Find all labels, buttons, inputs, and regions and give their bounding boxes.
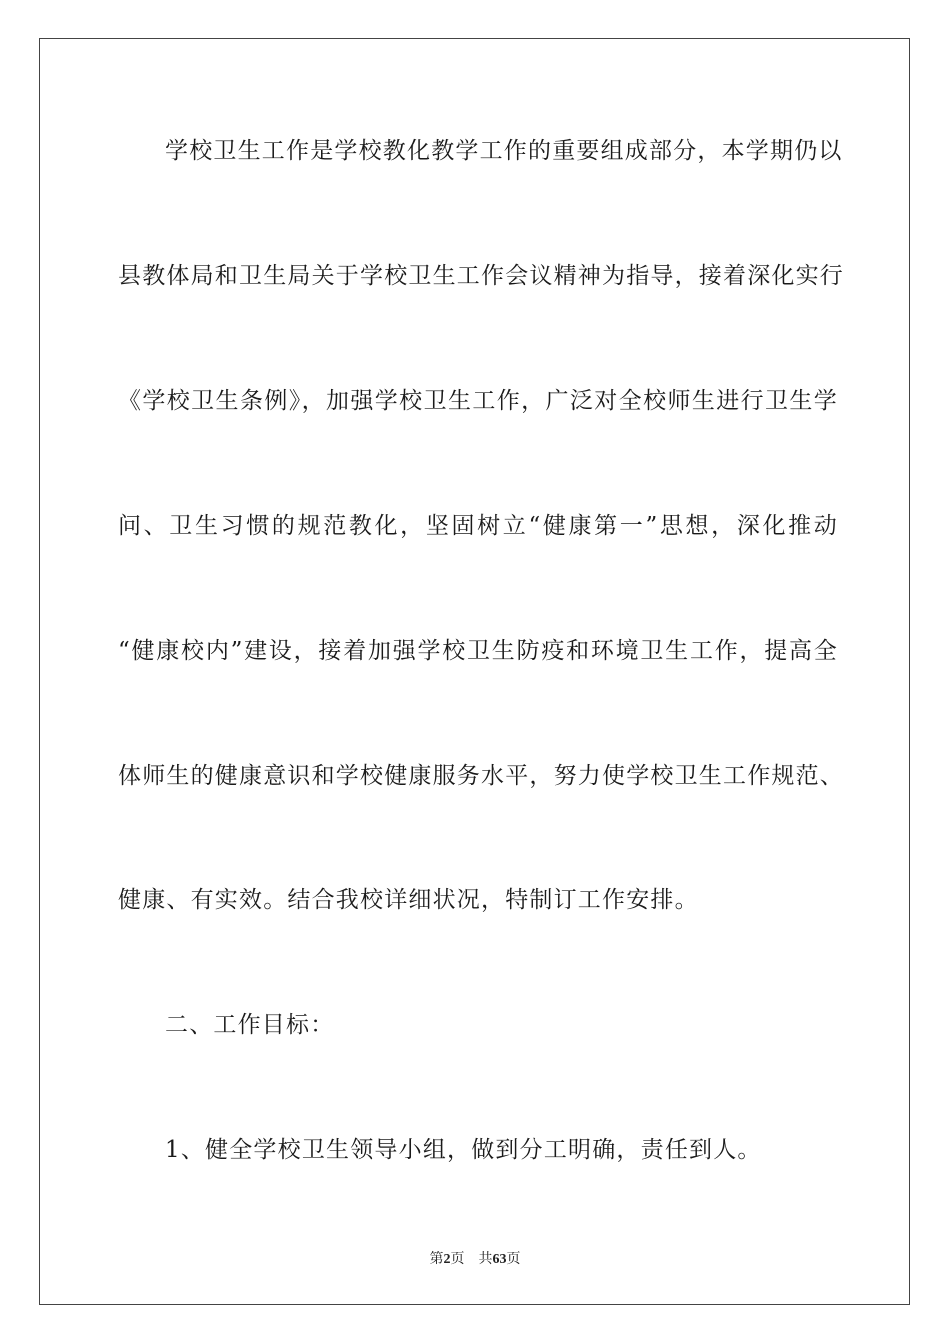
paragraph-line-2: 县教体局和卫生局关于学校卫生工作会议精神为指导，接着深化实行 — [118, 263, 844, 289]
page-suffix: 页 — [450, 1252, 465, 1267]
paragraph-line-7: 健康、有实效。结合我校详细状况，特制订工作安排。 — [118, 887, 699, 913]
paragraph-line-1: 学校卫生工作是学校教化教学工作的重要组成部分，本学期仍以 — [165, 138, 843, 164]
page-footer — [0, 1248, 950, 1268]
section-heading: 二、工作目标： — [165, 1012, 335, 1038]
paragraph-line-6: 体师生的健康意识和学校健康服务水平，努力使学校卫生工作规范、 — [118, 763, 844, 789]
total-suffix: 页 — [506, 1252, 521, 1267]
page-number: 2 — [443, 1252, 451, 1267]
total-prefix: 共 — [478, 1252, 493, 1267]
paragraph-line-5: “健康校内”建设，接着加强学校卫生防疫和环境卫生工作，提高全 — [118, 638, 838, 664]
paragraph-line-4: 问、卫生习惯的规范教化，坚固树立“健康第一”思想，深化推动 — [118, 513, 838, 539]
page-border — [39, 38, 910, 1305]
page-prefix: 第 — [429, 1252, 444, 1267]
list-item: 1、健全学校卫生领导小组，做到分工明确，责任到人。 — [165, 1137, 762, 1163]
paragraph-line-3: 《学校卫生条例》，加强学校卫生工作，广泛对全校师生进行卫生学 — [118, 388, 838, 414]
total-pages: 63 — [492, 1252, 507, 1267]
